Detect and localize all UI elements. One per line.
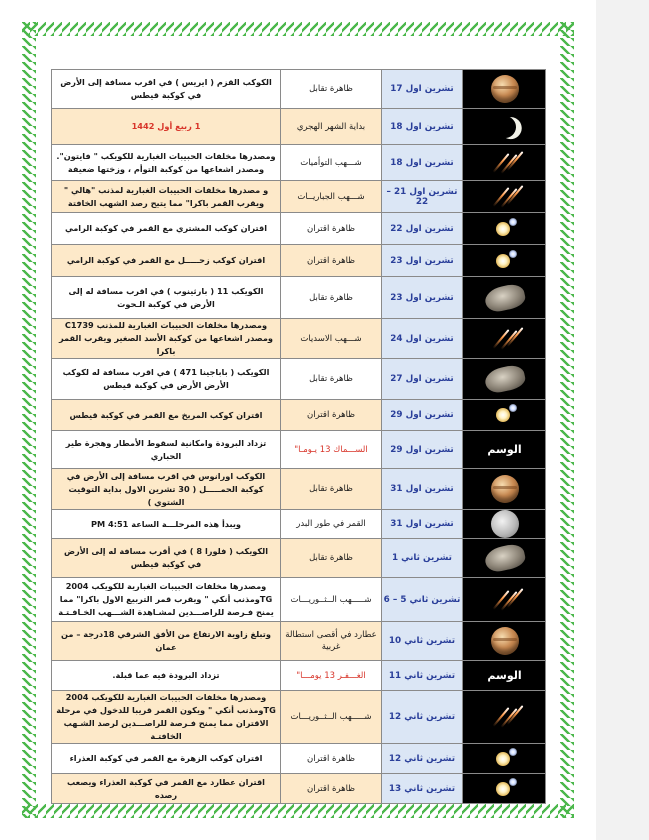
table-row <box>52 213 546 245</box>
event-date: تشرين ثاني 11 <box>382 661 463 691</box>
event-image-cell <box>463 431 546 469</box>
event-date: تشرين ثاني 5 – 6 <box>382 578 463 622</box>
table-row <box>52 744 546 774</box>
event-type: شـــهب الجباريــات <box>281 181 382 213</box>
table-row <box>52 691 546 744</box>
event-type: شـــــهب الــثــوريـــات <box>281 578 382 622</box>
event-type: ظاهرة اقتران <box>281 245 382 277</box>
decorative-border-left <box>22 22 36 818</box>
event-type: شـــــهب الــثــوريـــات <box>281 691 382 744</box>
table-row <box>52 319 546 359</box>
event-description: تزداد البرودة وامكانية لسقوط الأمطار وهجرة طير الحباري <box>52 431 281 469</box>
event-image-cell <box>463 661 546 691</box>
event-type: ظاهرة اقتران <box>281 213 382 245</box>
event-date: تشرين ثاني 13 <box>382 774 463 804</box>
conjunction-icon <box>490 247 520 275</box>
event-date: تشرين اول 18 <box>382 109 463 145</box>
event-date: تشرين اول 29 <box>382 400 463 431</box>
event-description: الكوكب اورانوس في اقرب مسافة إلى الأرض في كوكبة الحمـــــل ( 30 تشرين الاول بداية التوقيت الشتوي ) <box>52 469 281 510</box>
table-row <box>52 145 546 181</box>
season-label: الوسم <box>487 669 522 682</box>
event-type: ظاهرة تقابل <box>281 469 382 510</box>
event-type: الغـــفـر 13 يومـــا" <box>281 661 382 691</box>
event-date: تشرين اول 18 <box>382 145 463 181</box>
event-description: ويبدأ هذه المرحلـــة الساعة 4:51 PM <box>52 510 281 539</box>
event-type: ظاهرة تقابل <box>281 70 382 109</box>
event-type: ظاهرة تقابل <box>281 359 382 400</box>
event-description: اقتران كوكب المريخ مع القمر في كوكبة قيطس <box>52 400 281 431</box>
viewer-gutter <box>596 0 649 840</box>
event-description: اقتران كوكب الزهرة مع القمر في كوكبة العذراء <box>52 744 281 774</box>
event-type: ظاهرة اقتران <box>281 774 382 804</box>
event-description: وتبلغ زاوية الارتفاع من الأفق الشرقي 18درجة – من عمان <box>52 622 281 661</box>
conjunction-icon <box>490 775 520 803</box>
asteroid-icon <box>482 363 526 395</box>
table-row <box>52 622 546 661</box>
event-type: الســـماك 13 يـومـا" <box>281 431 382 469</box>
event-date: تشرين اول 21 – 22 <box>382 181 463 213</box>
table-row <box>52 469 546 510</box>
table-row <box>52 661 546 691</box>
event-date: تشرين اول 22 <box>382 213 463 245</box>
full-moon-icon <box>491 510 519 538</box>
event-image-cell <box>463 359 546 400</box>
event-type: بداية الشهر الهجري <box>281 109 382 145</box>
event-type: عطارد في أقصى استطالة غربية <box>281 622 382 661</box>
table-row <box>52 400 546 431</box>
event-image-cell <box>463 70 546 109</box>
event-description: اقتران عطارد مع القمر في كوكبة العذراء ويصعب رصده <box>52 774 281 804</box>
event-image-cell <box>463 277 546 319</box>
meteor-shower-icon <box>489 326 521 352</box>
event-image-cell <box>463 744 546 774</box>
event-description: الكويكب ( باباجينا 471 ) في اقرب مسافة له لكوكب الأرض الأرض في كوكبة قيطس <box>52 359 281 400</box>
event-type: ظاهرة اقتران <box>281 744 382 774</box>
event-description: ومصدرها مخلفات الحبيبات الغبارية للكويكب " فايتون". ومصدر اشعاعها من كوكبة التوأم ، وزختها ضعيفة <box>52 145 281 181</box>
event-description: اقتران كوكب زحـــــل مع القمر في كوكبة الرامي <box>52 245 281 277</box>
event-date: تشرين اول 27 <box>382 359 463 400</box>
table-row <box>52 510 546 539</box>
event-type: شـــهب التوأميات <box>281 145 382 181</box>
event-date: تشرين ثاني 12 <box>382 691 463 744</box>
table-row <box>52 774 546 804</box>
table-row <box>52 359 546 400</box>
event-image-cell <box>463 213 546 245</box>
decorative-border-right <box>560 22 574 818</box>
event-date: تشرين ثاني 10 <box>382 622 463 661</box>
decorative-border-top <box>22 22 574 36</box>
meteor-shower-icon <box>489 587 521 613</box>
event-description: ومصدرها مخلفات الحبيبات الغبارية للمذنب C1739 ومصدر اشعاعها من كوكبة الأسد الصغير ويقرب القمر باكرا <box>52 319 281 359</box>
event-image-cell <box>463 510 546 539</box>
event-image-cell <box>463 181 546 213</box>
event-type: ظاهرة تقابل <box>281 539 382 578</box>
event-image-cell <box>463 319 546 359</box>
event-description: و مصدرها مخلفات الحبيبات الغبارية لمذنب "هالي " ويقرب القمر باكرا" مما يتيح رصد الشهب الخافتة <box>52 181 281 213</box>
event-description: الكويكب ( فلورا 8 ) في أقرب مسافة له إلى الأرض في كوكبة قيطس <box>52 539 281 578</box>
event-image-cell <box>463 578 546 622</box>
jupiter-icon <box>491 627 519 655</box>
event-image-cell <box>463 400 546 431</box>
table-row <box>52 277 546 319</box>
event-type: ظاهرة تقابل <box>281 277 382 319</box>
event-type: القمر في طور البدر <box>281 510 382 539</box>
table-row <box>52 539 546 578</box>
event-date: تشرين اول 23 <box>382 245 463 277</box>
event-description: اقتران كوكب المشتري مع القمر في كوكبة الرامي <box>52 213 281 245</box>
jupiter-icon <box>491 75 519 103</box>
event-description: ومصدرها مخلفات الحبيبات الغبارية للكويكب 2004 TGومذنب أنكي " ويكون القمر قريبا للدخول في مرحلة الاقتران مما يمنح فـرصة للراصـــدين لرصد الشـهب الخافتـة <box>52 691 281 744</box>
table-row <box>52 578 546 622</box>
table-row <box>52 245 546 277</box>
event-date: تشرين ثاني 12 <box>382 744 463 774</box>
event-image-cell <box>463 469 546 510</box>
event-date: تشرين اول 24 <box>382 319 463 359</box>
event-description: تزداد البرودة فيه عما قبلة. <box>52 661 281 691</box>
meteor-shower-icon <box>489 704 521 730</box>
event-image-cell <box>463 691 546 744</box>
conjunction-icon <box>490 401 520 429</box>
meteor-shower-icon <box>489 150 521 176</box>
event-image-cell <box>463 774 546 804</box>
table-row <box>52 70 546 109</box>
event-description: 1 ربيع أول 1442 <box>52 109 281 145</box>
event-date: تشرين اول 29 <box>382 431 463 469</box>
event-date: تشرين ثاني 1 <box>382 539 463 578</box>
event-image-cell <box>463 145 546 181</box>
event-date: تشرين اول 31 <box>382 469 463 510</box>
event-description: الكويكب 11 ( بارثينوب ) في اقرب مسافة له إلى الأرض في كوكبة الـحوت <box>52 277 281 319</box>
table-row <box>52 181 546 213</box>
event-image-cell <box>463 622 546 661</box>
table-row <box>52 109 546 145</box>
event-date: تشرين اول 23 <box>382 277 463 319</box>
conjunction-icon <box>490 745 520 773</box>
jupiter-icon <box>491 475 519 503</box>
event-image-cell <box>463 109 546 145</box>
event-image-cell <box>463 539 546 578</box>
event-type: شـــهب الاسديات <box>281 319 382 359</box>
event-description: الكوكب القزم ( ايريس ) في اقرب مسافة إلى الأرض في كوكبة قيطس <box>52 70 281 109</box>
decorative-border-bottom <box>22 804 574 818</box>
event-date: تشرين اول 17 <box>382 70 463 109</box>
astronomical-events-table <box>51 69 546 804</box>
event-date: تشرين اول 31 <box>382 510 463 539</box>
event-image-cell <box>463 245 546 277</box>
season-label: الوسم <box>487 443 522 456</box>
asteroid-icon <box>482 282 526 314</box>
table-row <box>52 431 546 469</box>
asteroid-icon <box>482 542 526 574</box>
meteor-shower-icon <box>489 184 521 210</box>
event-type: ظاهرة اقتران <box>281 400 382 431</box>
event-description: ومصدرها مخلفات الحبيبات الغبارية للكويكب 2004 TGومذنب أنكي " ويقرب قمر التربيع الاول باكرا" مما يمنح فـرصة للراصـــدين لمشـاهدة الشـــهب الخـافـتـة <box>52 578 281 622</box>
conjunction-icon <box>490 215 520 243</box>
crescent-moon-icon <box>490 112 518 140</box>
